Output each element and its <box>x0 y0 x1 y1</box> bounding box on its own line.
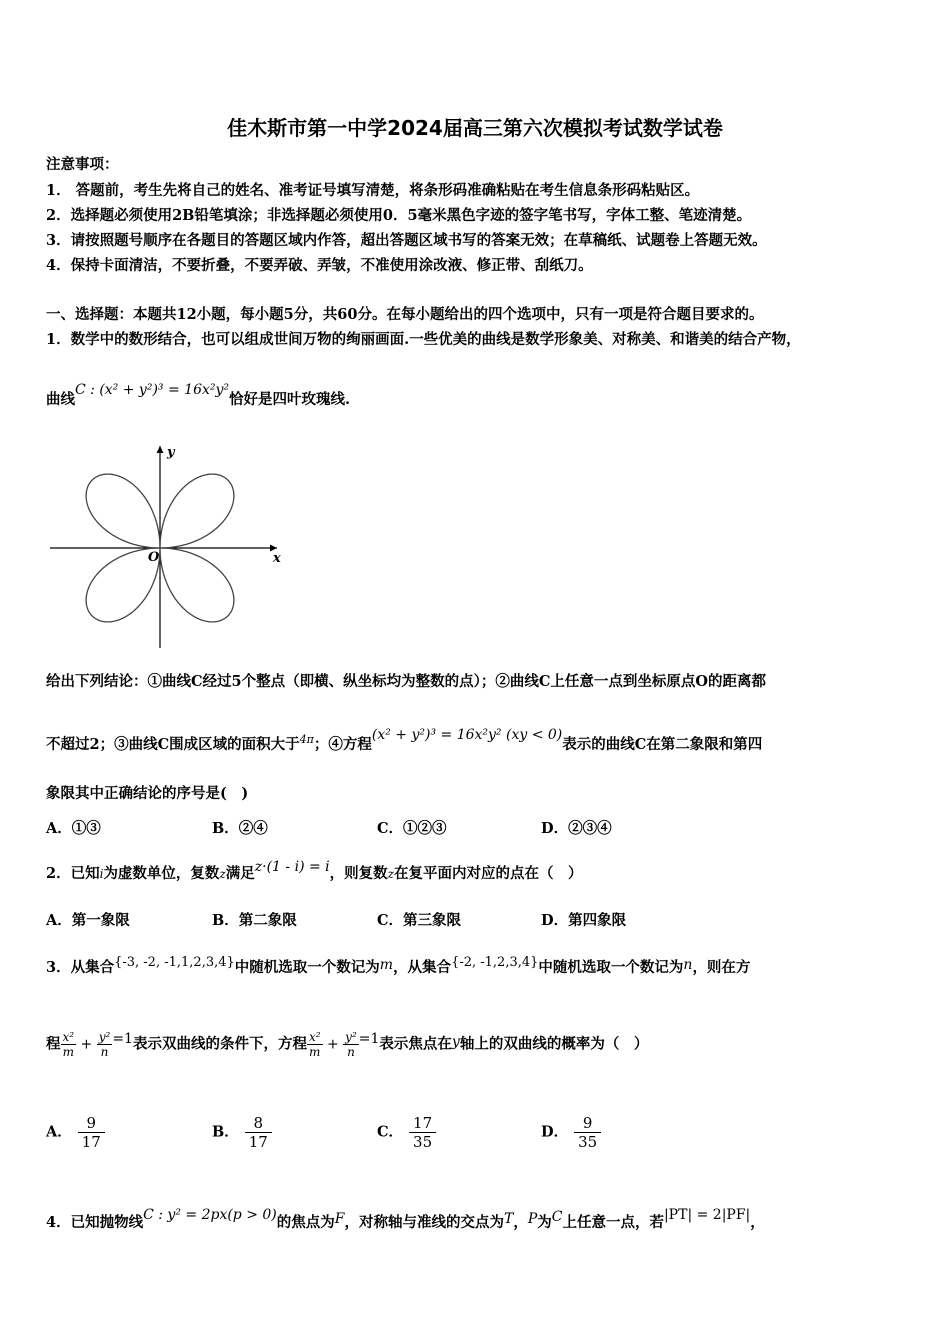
q1-line4-b: ；④方程 <box>313 736 372 753</box>
q3-stem-line2 <box>46 1030 648 1059</box>
frac-den: n <box>100 1045 109 1059</box>
q3-eq1-frac1 <box>61 1030 77 1059</box>
q3-line2-mid: 表示双曲线的条件下，方程 <box>132 1035 307 1053</box>
page-title: 佳木斯市第一中学2024届高三第六次模拟考试数学试卷 <box>227 116 723 140</box>
q2-mid1: 为虚数单位，复数 <box>103 865 220 882</box>
q3-option-b[interactable] <box>212 1114 278 1151</box>
q2-option-d[interactable]: D．第四象限 <box>541 912 627 929</box>
frac-num: x² <box>308 1030 321 1044</box>
q2-stem <box>46 859 583 883</box>
section-heading: 一、选择题：本题共12小题，每小题5分，共60分。在每小题给出的四个选项中，只有一项是符合题目要求的。 <box>46 306 764 323</box>
q4-C: C <box>551 1209 563 1225</box>
q2-z: z <box>219 867 226 881</box>
q3-axis: y <box>451 1033 460 1050</box>
q1-line2 <box>46 382 351 409</box>
q3-m: m <box>379 957 394 973</box>
q4-P: P <box>527 1211 538 1227</box>
q1-area-value: 4π <box>299 733 314 746</box>
q3-option-d[interactable] <box>541 1114 607 1151</box>
q2-mid2: 满足 <box>225 865 255 882</box>
q1-option-d[interactable]: D．②③④ <box>541 820 612 837</box>
y-axis-label: y <box>167 445 175 460</box>
frac-num: y² <box>98 1030 111 1044</box>
q4-F: F <box>334 1211 345 1227</box>
q1-option-b[interactable]: B．②④ <box>212 820 268 837</box>
q1-line4-a: 不超过2；③曲线C围成区域的面积大于 <box>46 736 300 753</box>
plus-sign: + <box>322 1036 344 1053</box>
q1-curve-equation: C : (x² + y²)³ = 16x²y² <box>75 382 229 398</box>
notice-item-4: 4．保持卡面清洁，不要折叠，不要弄破、弄皱，不准使用涂改液、修正带、刮纸刀。 <box>46 257 593 274</box>
q1-line3: 给出下列结论：①曲线C经过5个整点（即横、纵坐标均为整数的点）；②曲线C上任意一点到坐标原点O的距离都 <box>46 673 767 690</box>
q4-mid3: ， <box>513 1214 528 1231</box>
q3-option-a[interactable] <box>46 1114 111 1151</box>
frac-num: 9 <box>78 1114 105 1133</box>
q3-eq1-frac2 <box>97 1030 113 1059</box>
q1-equation-4: (x² + y²)³ = 16x²y² (xy < 0) <box>371 727 563 743</box>
q2-post: 在复平面内对应的点在（ ） <box>393 865 583 882</box>
x-axis-label: x <box>273 551 281 566</box>
q3-stem-line1 <box>46 956 750 977</box>
q4-stem <box>46 1207 765 1232</box>
q1-option-a[interactable]: A．①③ <box>46 820 101 837</box>
q3-n: n <box>683 957 693 973</box>
frac-den: 17 <box>81 1133 101 1151</box>
notice-item-3: 3．请按照题号顺序在各题目的答题区域内作答，超出答题区域书写的答案无效；在草稿纸、试题卷上答题无效。 <box>46 232 767 249</box>
option-fraction <box>574 1114 601 1151</box>
q3-pre: 3．从集合 <box>46 959 115 976</box>
frac-num: 8 <box>245 1114 272 1133</box>
option-fraction <box>409 1114 436 1151</box>
q3-eq2-frac2 <box>343 1030 359 1059</box>
q3-mid3: 中随机选取一个数记为 <box>538 959 684 976</box>
q3-eq1-rhs: =1 <box>112 1030 133 1047</box>
q3-eq2-frac1 <box>307 1030 323 1059</box>
q4-condition: |PT| = 2|PF| <box>663 1207 751 1223</box>
origin-label: O <box>148 550 160 565</box>
q2-mid3: ，则复数 <box>329 865 388 882</box>
q3-line2-mid2: 表示焦点在 <box>379 1035 452 1053</box>
q4-parabola: C : y² = 2px(p > 0) <box>143 1207 277 1223</box>
q2-imag-unit: i <box>99 867 104 881</box>
notice-item-2: 2．选择题必须使用2B铅笔填涂；非选择题必须使用0．5毫米黑色字迹的签字笔书写，字体工整、笔迹清楚。 <box>46 207 752 224</box>
option-label: C． <box>377 1123 404 1141</box>
q4-pre: 4．已知抛物线 <box>46 1214 144 1231</box>
q2-z2: z <box>387 867 394 881</box>
q3-set2: {-2, -1,2,3,4} <box>451 955 539 970</box>
frac-den: n <box>347 1045 355 1059</box>
q1-line1: 1．数学中的数形结合，也可以组成世间万物的绚丽画面.一些优美的曲线是数学形象美、对称美、和谐美的结合产物， <box>46 331 801 348</box>
q4-mid4: 为 <box>537 1214 552 1231</box>
q3-option-c[interactable] <box>377 1114 442 1151</box>
notice-heading: 注意事项： <box>46 156 119 173</box>
frac-num: 9 <box>574 1114 601 1133</box>
frac-den: 35 <box>413 1133 433 1151</box>
frac-den: 35 <box>578 1133 598 1151</box>
frac-den: 17 <box>248 1133 268 1151</box>
option-label: A． <box>46 1123 72 1141</box>
q3-mid2: ，从集合 <box>393 959 452 976</box>
q3-post: ，则在方 <box>692 959 751 976</box>
rose-curve-graph <box>45 440 295 655</box>
option-fraction <box>78 1114 105 1151</box>
q1-line2-pre: 曲线 <box>46 391 75 408</box>
q2-pre: 2．已知 <box>46 865 100 882</box>
frac-num: 17 <box>409 1114 436 1133</box>
q3-set1: {-3, -2, -1,1,2,3,4} <box>114 955 235 970</box>
q4-mid2: ，对称轴与准线的交点为 <box>344 1214 504 1231</box>
frac-num: y² <box>345 1030 357 1044</box>
frac-den: m <box>309 1045 321 1059</box>
q3-line2-pre: 程 <box>46 1035 61 1053</box>
option-label: D． <box>541 1123 569 1141</box>
q2-option-a[interactable]: A．第一象限 <box>46 912 130 929</box>
q3-mid1: 中随机选取一个数记为 <box>234 959 380 976</box>
notice-item-1: 1． 答题前，考生先将自己的姓名、准考证号填写清楚，将条形码准确粘贴在考生信息条形码粘贴区。 <box>46 182 700 199</box>
q3-line2-post: 轴上的双曲线的概率为（ ） <box>459 1035 649 1053</box>
option-label: B． <box>212 1123 239 1141</box>
q1-option-c[interactable]: C．①②③ <box>377 820 447 837</box>
q2-option-c[interactable]: C．第三象限 <box>377 912 462 929</box>
q3-eq2-rhs: =1 <box>358 1030 380 1047</box>
plus-sign: + <box>76 1036 97 1053</box>
frac-num: x² <box>62 1030 75 1044</box>
frac-den: m <box>62 1045 74 1059</box>
q1-line4 <box>46 727 763 754</box>
q1-line2-post: 恰好是四叶玫瑰线. <box>229 391 351 408</box>
q4-mid5: 上任意一点，若 <box>562 1214 664 1231</box>
option-fraction <box>245 1114 272 1151</box>
q2-option-b[interactable]: B．第二象限 <box>212 912 297 929</box>
q4-mid1: 的焦点为 <box>276 1214 335 1231</box>
q4-post: ， <box>750 1214 765 1231</box>
q1-line4-c: 表示的曲线C在第二象限和第四 <box>562 736 763 753</box>
q2-equation: z·(1 - i) = i <box>254 859 330 875</box>
q4-T: T <box>503 1211 514 1227</box>
q1-line5: 象限其中正确结论的序号是( ) <box>46 785 249 802</box>
